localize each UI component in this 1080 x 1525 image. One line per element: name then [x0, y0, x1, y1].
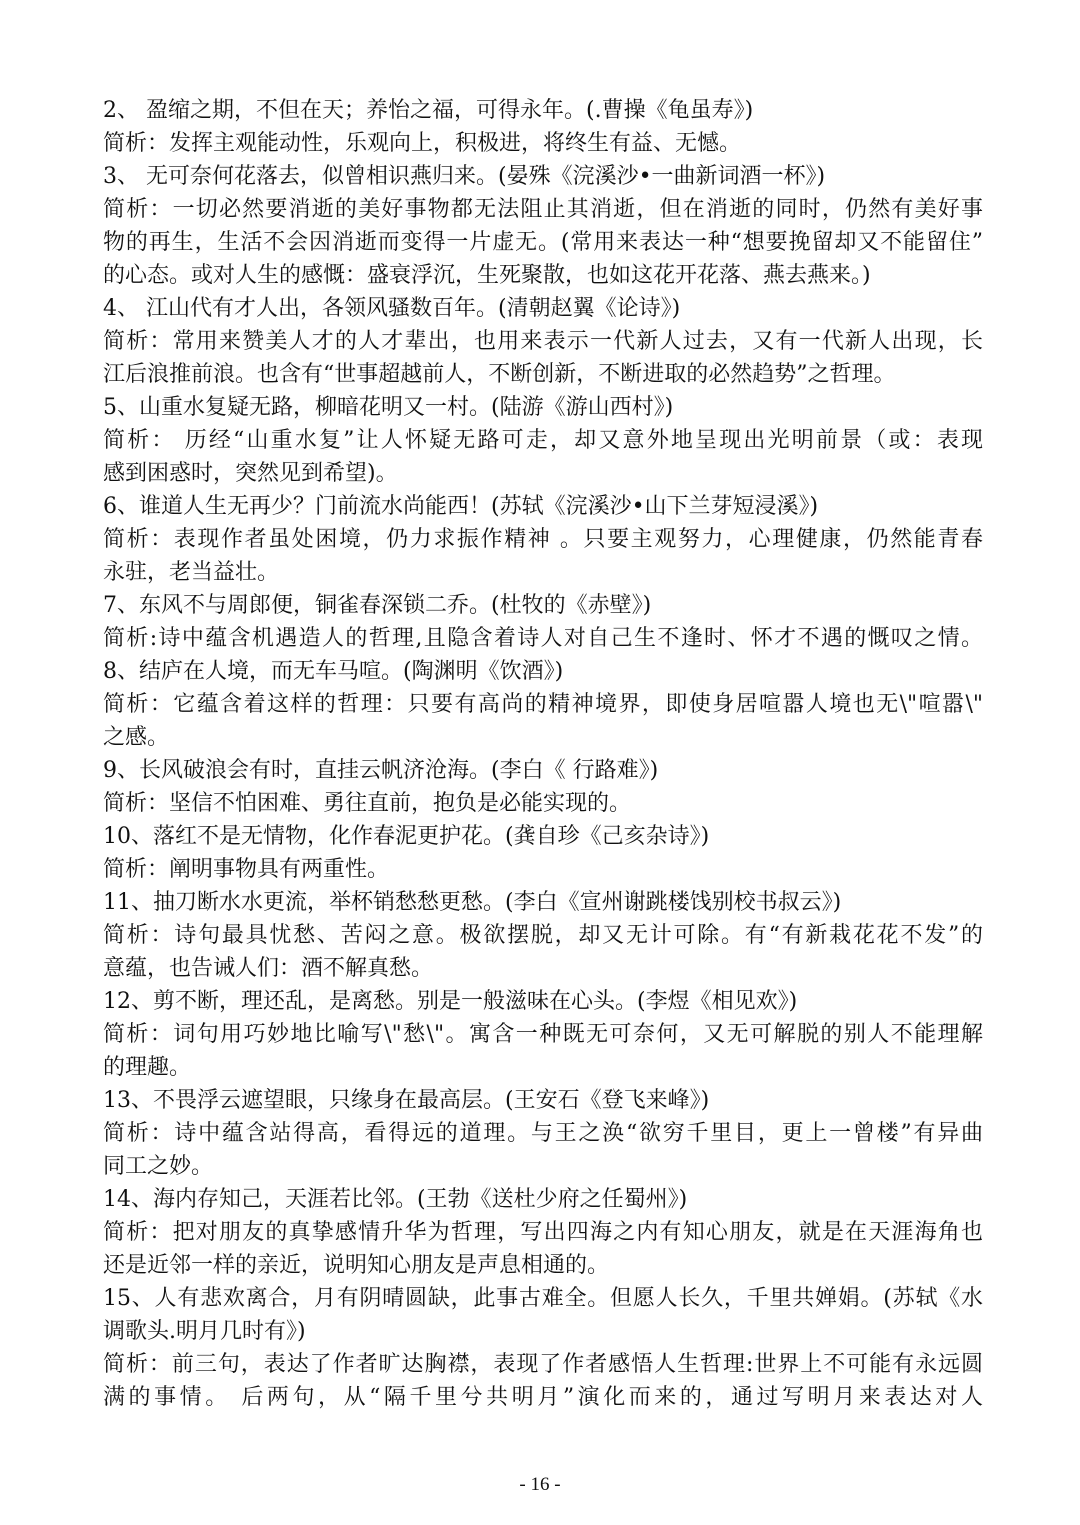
text-line: 简析：诗中蕴含站得高，看得远的道理。与王之涣“欲穷千里目，更上一曾楼”有异曲: [103, 1121, 983, 1146]
text-line: 还是近邻一样的亲近，说明知心朋友是声息相通的。: [103, 1253, 610, 1278]
text-line: 简析：词句用巧妙地比喻写\"愁\"。寓含一种既无可奈何，又无可解脱的别人不能理解: [103, 1022, 983, 1047]
text-line: 4、 江山代有才人出，各领风骚数百年。(清朝赵翼《论诗》): [103, 296, 681, 321]
text-line: 简析：常用来赞美人才的人才辈出，也用来表示一代新人过去，又有一代新人出现，长: [103, 329, 983, 354]
text-line: 简析：前三句，表达了作者旷达胸襟，表现了作者感悟人生哲理:世界上不可能有永远圆: [103, 1352, 983, 1377]
text-line: 简析:诗中蕴含机遇造人的哲理,且隐含着诗人对自己生不逢时、怀才不遇的慨叹之情。: [103, 626, 983, 651]
text-line: 永驻，老当益壮。: [103, 560, 280, 585]
text-line: 的理趣。: [103, 1055, 192, 1080]
text-line: 意蕴，也告诫人们：酒不解真愁。: [103, 956, 434, 981]
text-line: 10、落红不是无情物，化作春泥更护花。(龚自珍《己亥杂诗》): [103, 824, 710, 849]
text-line: 11、抽刀断水水更流，举杯销愁愁更愁。(李白《宣州谢跳楼饯别校书叔云》): [103, 890, 842, 915]
page-number: - 16 -: [519, 1474, 561, 1495]
text-line: 8、结庐在人境，而无车马喧。(陶渊明《饮酒》): [103, 659, 564, 684]
text-line: 简析：把对朋友的真挚感情升华为哲理，写出四海之内有知心朋友，就是在天涯海角也: [103, 1220, 983, 1245]
text-line: 简析：表现作者虽处困境，仍力求振作精神 。只要主观努力，心理健康，仍然能青春: [103, 527, 983, 552]
text-line: 简析：它蕴含着这样的哲理：只要有高尚的精神境界，即使身居喧嚣人境也无\"喧嚣\": [103, 692, 983, 717]
text-line: 3、 无可奈何花落去，似曾相识燕归来。(晏殊《浣溪沙•一曲新词酒一杯》): [103, 164, 826, 189]
text-line: 6、谁道人生无再少？门前流水尚能西！(苏轼《浣溪沙•山下兰芽短浸溪》): [103, 494, 819, 519]
text-line: 调歌头.明月几时有》): [103, 1319, 306, 1344]
text-line: 13、不畏浮云遮望眼，只缘身在最高层。(王安石《登飞来峰》): [103, 1088, 710, 1113]
text-line: 简析：诗句最具忧愁、苦闷之意。极欲摆脱，却又无计可除。有“有新栽花花不发”的: [103, 923, 983, 948]
text-line: 简析：发挥主观能动性，乐观向上，积极进，将终生有益、无憾。: [103, 131, 742, 156]
text-line: 之感。: [103, 725, 170, 750]
text-line: 简析： 历经“山重水复”让人怀疑无路可走，却又意外地呈现出光明前景（或：表现: [103, 428, 983, 453]
text-line: 江后浪推前浪。也含有“世事超越前人，不断创新，不断进取的必然趋势”之哲理。: [103, 362, 896, 387]
text-line: 同工之妙。: [103, 1154, 214, 1179]
document-body: [103, 94, 983, 1414]
text-line: 简析：一切必然要消逝的美好事物都无法阻止其消逝，但在消逝的同时，仍然有美好事: [103, 197, 983, 222]
text-line: 15、人有悲欢离合，月有阴晴圆缺，此事古难全。但愿人长久，千里共婵娟。(苏轼《水: [103, 1286, 983, 1311]
text-line: 简析：阐明事物具有两重性。: [103, 857, 390, 882]
text-line: 的心态。或对人生的感慨：盛衰浮沉，生死聚散，也如这花开花落、燕去燕来。): [103, 263, 871, 288]
text-line: 14、海内存知己，天涯若比邻。(王勃《送杜少府之任蜀州》): [103, 1187, 688, 1212]
text-line: 5、山重水复疑无路，柳暗花明又一村。(陆游《游山西村》): [103, 395, 674, 420]
text-line: 7、东风不与周郎便，铜雀春深锁二乔。(杜牧的《赤壁》): [103, 593, 652, 618]
text-line: 感到困惑时，突然见到希望)。: [103, 461, 398, 486]
text-line: 满的事情。 后两句，从“隔千里兮共明月”演化而来的，通过写明月来表达对人: [103, 1385, 983, 1410]
text-line: 物的再生，生活不会因消逝而变得一片虚无。(常用来表达一种“想要挽留却又不能留住”: [103, 230, 983, 255]
text-line: 9、长风破浪会有时，直挂云帆济沧海。(李白《 行路难》): [103, 758, 659, 783]
text-line: 简析：坚信不怕困难、勇往直前，抱负是必能实现的。: [103, 791, 632, 816]
text-line: 12、剪不断，理还乱，是离愁。别是一般滋味在心头。(李煜《相见欢》): [103, 989, 798, 1014]
text-line: 2、 盈缩之期，不但在天；养怡之福，可得永年。(.曹操《龟虽寿》): [103, 98, 754, 123]
